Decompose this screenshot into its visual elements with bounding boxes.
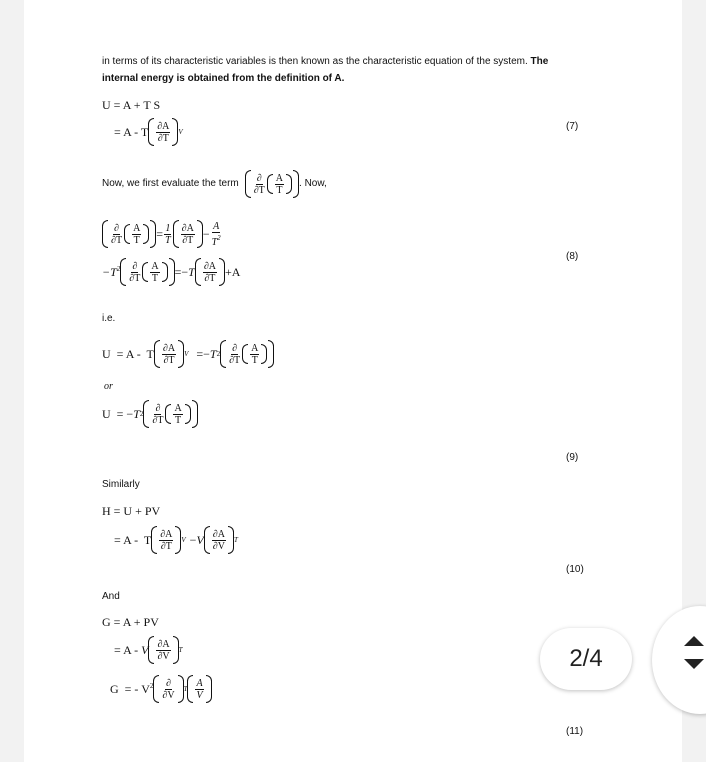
now-before: Now, we first evaluate the term	[102, 178, 239, 189]
eq8-number: (8)	[566, 251, 579, 262]
eq11-line-b: = A - V $\frac{\partial A}{\partial V}$ T	[114, 636, 183, 664]
eq9-number: (9)	[566, 452, 579, 463]
eq7-den: ∂T	[157, 132, 169, 144]
eq8-line-b: $-T^2$ $\frac{\partial}{\partial T}$ $\frac{A}{T}$ =− T $\frac{\partial A}{\partial T}$ +A	[102, 258, 240, 286]
eq11-line-a: G = A + PV	[102, 615, 159, 629]
eq7-paren	[148, 118, 178, 146]
eq7-number: (7)	[566, 121, 579, 132]
eq9-line-b: U = − T 2 $\frac{\partial}{\partial T}$ $\frac{A}{T}$	[102, 400, 198, 428]
or-label: or	[104, 381, 113, 392]
similarly-label: Similarly	[102, 479, 140, 490]
eq10-line-b: = A - T $\frac{\partial A}{\partial T}$ V − V $\frac{\partial A}{\partial V}$ T	[114, 526, 238, 554]
intro-text-1: in terms of its characteristic variables is then known as the characteristic equation of the system.	[102, 56, 528, 67]
ie-label: i.e.	[102, 313, 116, 324]
eq7-sub: V	[178, 128, 183, 136]
eq7-line-b	[114, 118, 183, 146]
up-arrow-icon[interactable]	[684, 636, 704, 646]
eq10-number: (10)	[566, 564, 584, 575]
eq10-line-a: H = U + PV	[102, 504, 161, 518]
now-line	[102, 170, 327, 198]
now-term: $\frac{\partial}{\partial T}$ $\frac{A}{T}$	[245, 170, 299, 198]
intro-text-1-bold: The	[530, 56, 549, 67]
eq7-lead: = A - T	[114, 124, 149, 139]
eq7-line-a: U = A + T S	[102, 98, 161, 112]
now-after: . Now,	[299, 178, 327, 189]
eq8-line-a: $\frac{\partial}{\partial T}$ $\frac{A}{T}$ = $\frac{1}{T}$ $\frac{\partial A}{\partial T}$ − $\frac{A}{T^2}$	[102, 220, 223, 248]
eq7-num: ∂A	[157, 120, 170, 132]
page-indicator-text: 2/4	[569, 645, 603, 672]
intro-line-2: internal energy is obtained from the definition of A.	[102, 73, 345, 84]
intro-line-1	[102, 55, 548, 69]
and-label: And	[102, 591, 120, 602]
eq11-number: (11)	[566, 726, 584, 737]
page-indicator[interactable]	[540, 628, 632, 690]
down-arrow-icon[interactable]	[684, 659, 704, 669]
eq11-line-c: G = - $V^2$ $\frac{\partial}{\partial V}$ T $\frac{A}{V}$	[110, 675, 212, 703]
eq9-line-a: U = A - T $\frac{\partial A}{\partial T}$ V =− T 2 $\frac{\partial}{\partial T}$ $\frac{A}{T}$	[102, 340, 274, 368]
